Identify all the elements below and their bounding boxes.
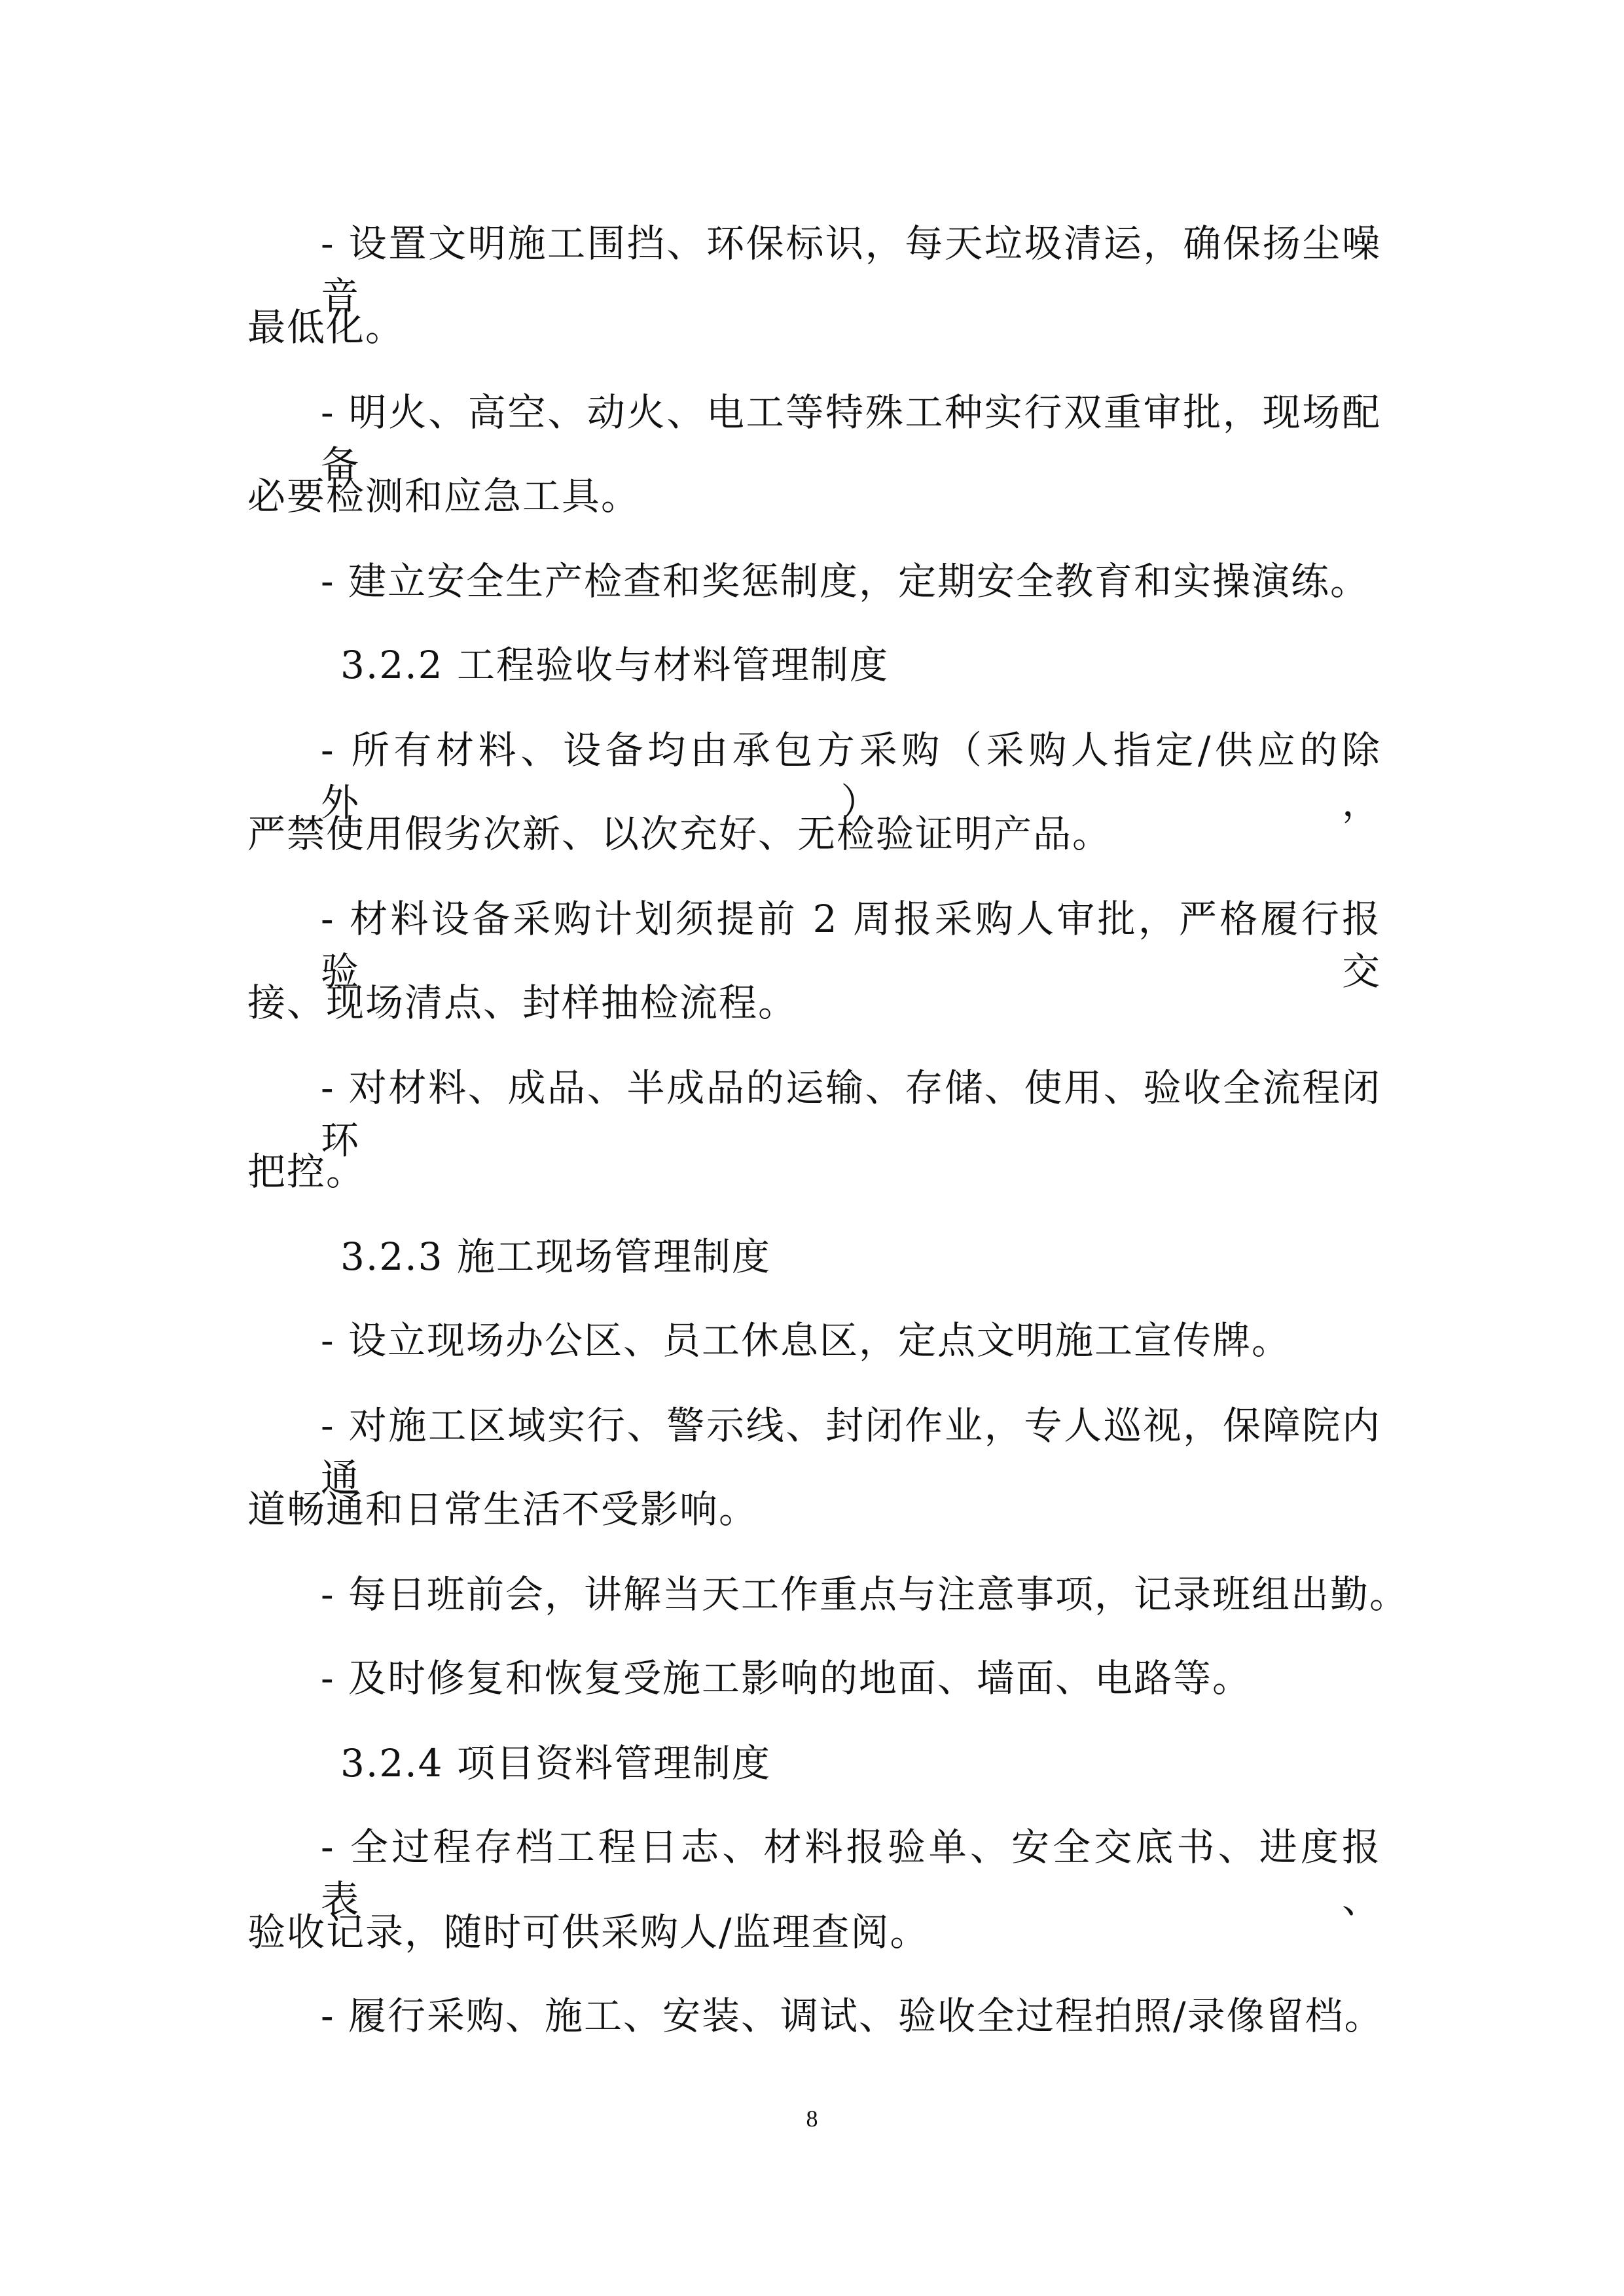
paragraph-line: - 明火、高空、动火、电工等特殊工种实行双重审批，现场配备 xyxy=(321,390,1381,487)
paragraph-line: - 履行采购、施工、安装、调试、验收全过程拍照/录像留档。 xyxy=(321,1994,1384,2038)
paragraph-line: 必要检测和应急工具。 xyxy=(247,474,641,518)
section-heading-3-2-4: 3.2.4 项目资料管理制度 xyxy=(340,1741,772,1785)
paragraph-line: - 全过程存档工程日志、材料报验单、安全交底书、进度报表、 xyxy=(321,1825,1381,1922)
paragraph-line: - 建立安全生产检查和奖惩制度，定期安全教育和实操演练。 xyxy=(321,559,1370,603)
section-heading-3-2-3: 3.2.3 施工现场管理制度 xyxy=(340,1234,772,1279)
paragraph-line: 严禁使用假劣次新、以次充好、无检验证明产品。 xyxy=(247,812,1112,856)
paragraph-line: - 对材料、成品、半成品的运输、存储、使用、验收全流程闭环 xyxy=(321,1066,1381,1162)
paragraph-line: - 对施工区域实行、警示线、封闭作业，专人巡视，保障院内通 xyxy=(321,1403,1381,1500)
section-heading-3-2-2: 3.2.2 工程验收与材料管理制度 xyxy=(340,643,890,687)
paragraph-line: 接、现场清点、封样抽检流程。 xyxy=(247,980,798,1025)
paragraph-line: 最低化。 xyxy=(247,305,405,350)
paragraph-line: - 设立现场办公区、员工休息区，定点文明施工宣传牌。 xyxy=(321,1318,1291,1363)
paragraph-line: - 每日班前会，讲解当天工作重点与注意事项，记录班组出勤。 xyxy=(321,1572,1409,1617)
paragraph-line: - 所有材料、设备均由承包方采购（采购人指定/供应的除外）， xyxy=(321,728,1381,825)
page-number: 8 xyxy=(806,2106,818,2132)
paragraph-line: 道畅通和日常生活不受影响。 xyxy=(247,1487,759,1532)
paragraph-line: - 设置文明施工围挡、环保标识，每天垃圾清运，确保扬尘噪音 xyxy=(321,221,1381,318)
paragraph-line: - 及时修复和恢复受施工影响的地面、墙面、电路等。 xyxy=(321,1656,1252,1700)
paragraph-line: 验收记录，随时可供采购人/监理查阅。 xyxy=(247,1910,929,1954)
paragraph-line: - 材料设备采购计划须提前 2 周报采购人审批，严格履行报验交 xyxy=(321,897,1381,994)
paragraph-line: 把控。 xyxy=(247,1149,366,1194)
